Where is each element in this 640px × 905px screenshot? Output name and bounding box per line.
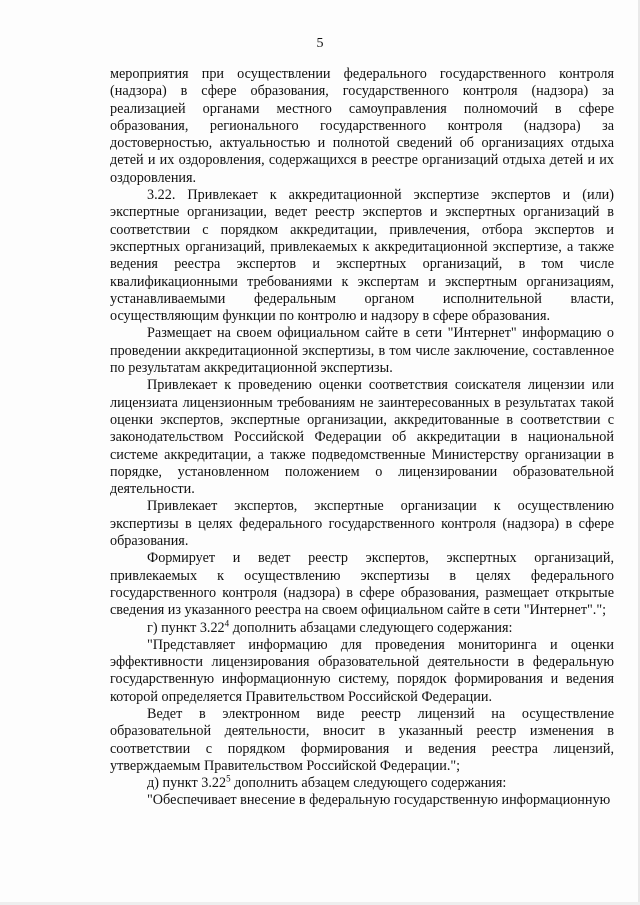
paragraph-10-after: дополнить абзацем следующего содержания: bbox=[230, 775, 507, 792]
paragraph-6: Формирует и ведет реестр экспертов, экспертных организаций, привлекаемых к осуществлению экспертизы в целях федерального государственного контроля (надзора) в сфере образования, размещает открытые сведения из указанного реестра на своем официальном сайте в сети "Интернет"."; bbox=[110, 550, 614, 619]
paragraph-4: Привлекает к проведению оценки соответствия соискателя лицензии или лицензиата лицензионным требованиям не заинтересованных в результатах такой оценки экспертов, экспертные организации, аккредитованные в соответствии с законодательством Российской Федерации об аккредитации в национальной системе аккредитации, а также подведомственные Министерству организации в порядке, установленном положением о лицензировании образовательной деятельности. bbox=[110, 377, 614, 498]
paragraph-7-before: г) пункт 3.22 bbox=[147, 619, 225, 636]
paragraph-10-sup: 5 bbox=[226, 773, 231, 784]
paragraph-10 bbox=[110, 775, 614, 792]
document-body bbox=[110, 66, 614, 810]
paragraph-7-after: дополнить абзацами следующего содержания: bbox=[229, 619, 513, 636]
paragraph-8: "Представляет информацию для проведения мониторинга и оценки эффективности лицензирования образовательной деятельности в федеральную государственную информационную систему, порядок формирования и ведения которой определяется Правительством Российской Федерации. bbox=[110, 636, 614, 705]
paragraph-9: Ведет в электронном виде реестр лицензий на осуществление образовательной деятельности, вносит в указанный реестр изменения в соответствии с порядком формирования и ведения реестра лицензий, утверждаемым Правительством Российской Федерации."; bbox=[110, 705, 614, 774]
paragraph-7 bbox=[110, 617, 614, 637]
paragraph-7-sup: 4 bbox=[224, 617, 230, 628]
paragraph-3: Размещает на своем официальном сайте в сети "Интернет" информацию о проведении аккредитационной экспертизы, в том числе заключение, составленное по результатам аккредитационной экспертизы. bbox=[110, 325, 614, 377]
paragraph-5: Привлекает экспертов, экспертные организации к осуществлению экспертизы в целях федерального государственного контроля (надзора) в сфере образования. bbox=[110, 498, 614, 550]
page-number: 5 bbox=[316, 36, 324, 51]
paragraph-1: мероприятия при осуществлении федерального государственного контроля (надзора) в сфере образования, государственного контроля (надзора) за реализацией органами местного самоуправления полномочий в сфере образования, регионального государственного контроля (надзора) за достоверностью, актуальностью и полнотой сведений об организациях отдыха детей и их оздоровления, содержащихся в реестре организаций отдыха детей и их оздоровления. bbox=[110, 66, 614, 186]
paragraph-2: 3.22. Привлекает к аккредитационной экспертизе экспертов и (или) экспертные организации, ведет реестр экспертов и экспертных организаций в соответствии с порядком аккредитации, привлечения, отбора экспертов и экспертных организаций, привлекаемых к аккредитационной экспертизе, а также ведения реестра экспертов и экспертных организаций, в том числе квалификационными требованиями к экспертам и экспертным организациям, устанавливаемыми федеральным органом исполнительной власти, осуществляющим функции по контролю и надзору в сфере образования. bbox=[110, 187, 614, 325]
paragraph-10-before: д) пункт 3.22 bbox=[147, 775, 227, 792]
paragraph-11: "Обеспечивает внесение в федеральную государственную информационную bbox=[147, 792, 611, 809]
